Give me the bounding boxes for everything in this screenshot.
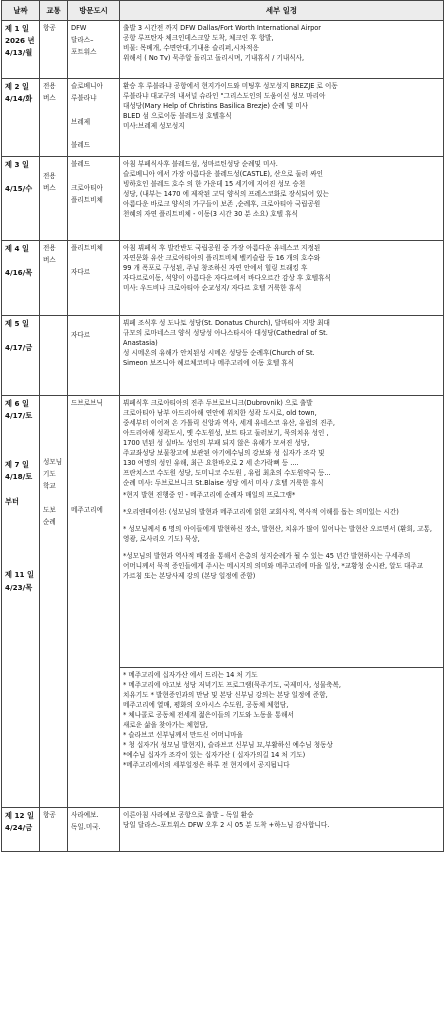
date-text: [5, 533, 36, 545]
details-cell: [120, 808, 444, 852]
program-note: *현지 발현 진행중 인 - 메주고리에 순례자 매일의 프로그램*: [123, 491, 296, 500]
header-city: 방문도시: [68, 1, 120, 21]
details-line: *예수님 십자가 조각이 있는 십자가산 ( 십자가의길 14 처 기도): [123, 751, 306, 760]
date-text: 제 11 일: [5, 570, 34, 580]
details-line: 130 여명의 성인 유해, 최근 요한바오로 2 세 손가락뼈 등 ....: [123, 459, 299, 468]
header-details: 세부 일정: [120, 1, 444, 21]
date-text: 제 1 일: [5, 24, 29, 33]
transport-text: [43, 410, 64, 422]
details-line: * 메주고리에 십자가산 에서 드리는 14 처 기도: [123, 671, 258, 679]
city-text: 브레제: [71, 117, 91, 126]
details-line: 뷔페 조식후 성 도나토 성당(St. Donatus Church), 달마티아 지방 최대: [123, 319, 330, 327]
details-cell: [120, 396, 444, 668]
transport-text: [43, 398, 64, 410]
program-note: * 성모님께서 6 명의 아이들에게 발현하신 장소, 발현산, 치유가 많이 일어나는 발현산 오르면서 (환희, 고통, 영광, 로사리오 기도) 묵상,: [123, 525, 432, 544]
details-line: 루블라냐 대교구의 내셔널 슈라인 "그리스도인의 도움이신 성모 마리아: [123, 92, 326, 101]
city-cell: [68, 21, 120, 79]
city-text: 포트워스: [71, 47, 97, 56]
date-text: [5, 557, 36, 569]
date-text: 4/14/화: [5, 94, 33, 104]
date-text: 4/13/월: [5, 48, 33, 58]
city-text: [71, 457, 116, 469]
city-cell: [68, 241, 120, 316]
date-text: 2026 년: [5, 36, 35, 46]
details-line: * 슬라브코 신부님께서 만드신 어머니마을: [123, 731, 243, 740]
city-text: [71, 469, 116, 481]
city-text: [71, 255, 116, 267]
city-text: [71, 318, 116, 330]
city-text: [71, 128, 116, 140]
date-text: 제 3 일: [5, 160, 29, 169]
details-line: 아침 부페식사후 블레드섬, 성마르틴성당 순례및 미사.: [123, 160, 278, 168]
city-text: [71, 481, 116, 493]
details-line: 크로아티아 남부 아드리아해 연안에 위치한 성곽 도시로, old town,: [123, 409, 317, 418]
city-cell: [68, 396, 120, 808]
details-line: 미사: 우드비나 크로아티아 순교성지/ 자다르 호텔 거룩한 휴식: [123, 284, 302, 293]
city-text: [71, 434, 116, 446]
table-row: [2, 316, 444, 396]
city-text: 블레드: [71, 141, 91, 150]
date-text: [5, 520, 36, 532]
itinerary-table: [1, 0, 444, 852]
city-text: 드브로브닉: [71, 399, 103, 407]
details-cell: [120, 668, 444, 808]
date-text: 4/15/수: [5, 184, 33, 194]
details-line: 규모의 로마네스크 양식 성당성 아나스타시아 대성당(Cathedral of St.: [123, 329, 328, 338]
date-text: [5, 330, 36, 342]
table-row: [2, 157, 444, 241]
city-text: [71, 410, 116, 422]
details-line: 치유기도 * 발현증인과의 만남 및 본당 신부님 강의는 본당 일정에 준함,: [123, 691, 328, 700]
date-text: 제 7 일: [5, 460, 29, 470]
transport-text: 순례: [43, 517, 56, 526]
date-text: 제 5 일: [5, 319, 29, 328]
transport-text: 버스: [43, 255, 56, 264]
details-cell: [120, 157, 444, 241]
date-text: [5, 447, 36, 459]
date-text: 제 12 일: [5, 811, 34, 820]
details-line: * 청 십자가( 성모님 발현지), 슬라브코 신부님 묘,부활하신 예수님 청동상: [123, 741, 333, 750]
date-cell: [2, 241, 40, 316]
date-text: 4/18/토: [5, 472, 33, 482]
city-text: [71, 105, 116, 117]
city-cell: [68, 316, 120, 396]
city-text: DFW: [71, 24, 87, 32]
city-text: 플리트비체: [71, 195, 103, 204]
date-text: 4/17/토: [5, 411, 33, 421]
transport-cell: [40, 396, 68, 808]
city-text: 자다르: [71, 330, 91, 339]
transport-text: 도보: [43, 505, 56, 514]
date-text: [5, 171, 36, 183]
city-cell: [68, 79, 120, 157]
date-cell: [2, 157, 40, 241]
date-text: 제 4 일: [5, 244, 29, 253]
transport-text: 항공: [43, 24, 56, 32]
details-line: * 체나콜로 공동체 전세계 젊은이들의 기도와 노동을 통해서: [123, 711, 294, 720]
date-cell: [2, 79, 40, 157]
transport-text: 전용: [43, 244, 56, 252]
details-line: 대성당(Mary Help of Christins Basilica Brezje) 순례 및 미사: [123, 102, 309, 111]
date-cell: [2, 316, 40, 396]
table-row: [2, 21, 444, 79]
city-text: 자다르: [71, 267, 91, 276]
city-text: 크로아티아: [71, 183, 103, 192]
details-line: 성 시메온의 유해가 안치된성 시메온 성당등 순례후(Church of St.: [123, 349, 315, 358]
transport-text: 항공: [43, 811, 56, 819]
transport-text: 전용: [43, 82, 56, 90]
details-line: 중세부터 이어져 온 가톨릭 신앙과 역사, 세계 유네스코 유산, 유럽의 진주,: [123, 419, 335, 428]
date-text: 4/17/금: [5, 343, 33, 353]
details-line: 출발 3 시간전 까지 DFW Dallas/Fort Worth International Airpor: [123, 24, 322, 32]
details-cell: [120, 241, 444, 316]
details-line: 아름다운 바로크 양식의 가구들이 보존 ,순례후, 크로아티아 국립공원: [123, 200, 321, 209]
table-row: [2, 79, 444, 157]
date-text: 4/16/목: [5, 268, 33, 278]
header-transport: 교통: [40, 1, 68, 21]
details-cell: [120, 79, 444, 157]
city-cell: [68, 808, 120, 852]
city-text: [71, 445, 116, 457]
details-line: 공항 루프탄자 체크인데스크앞 도착, 체크인 후 항발,: [123, 34, 274, 43]
header-row: [2, 1, 444, 21]
transport-cell: [40, 808, 68, 852]
transport-cell: [40, 79, 68, 157]
date-cell: [2, 396, 40, 808]
date-text: [5, 545, 36, 557]
details-line: 프란치스코 수도원 성당, 도미니코 수도원 , 유럽 최초의 수도원약국 등...: [123, 469, 331, 478]
transport-text: [43, 493, 64, 505]
city-text: 블레드: [71, 160, 91, 168]
date-text: [5, 255, 36, 267]
details-line: * 메주고리에 야고보 성당 저녁기도 프로그램(묵주기도, 국제미사, 성물축복,: [123, 681, 341, 690]
city-text: [71, 493, 116, 505]
table-row: [2, 396, 444, 668]
details-line: 자연문화 유산 크로아티아의 플리트비체 벨키슬랍 등 16 개의 호수와: [123, 254, 321, 263]
date-text: 부터: [5, 496, 19, 506]
details-line: 미사:브레제 성모성지: [123, 122, 185, 131]
details-line: 비물: 목베개, 수면안대,기내용 슬리퍼,시차적응: [123, 44, 259, 53]
details-cell: [120, 21, 444, 79]
city-text: 메주고리에: [71, 505, 103, 514]
transport-text: 전용: [43, 171, 56, 180]
city-text: [71, 171, 116, 183]
transport-text: 학교: [43, 482, 56, 491]
table-row: [2, 808, 444, 852]
city-text: [71, 422, 116, 434]
header-date: 날짜: [2, 1, 40, 21]
transport-cell: [40, 157, 68, 241]
details-line: 뷔페식후 크로아티아의 진주 두브로브니크(Dubrovnik) 으로 출발: [123, 399, 313, 407]
program-note: *성모님의 발현과 역사적 배경을 통해서 은총의 성지순례가 될 수 있는 45 년간 발현하시는 구세주의 어머니께서 묵적 증인들에게 주시는 메시지의 의미와 메주고리에 마을 일상, *교황청 순시관, 알도 대주교 가르침 또는 본당사제 강의 (본당 일정에 준함): [123, 552, 424, 581]
table-row: [2, 241, 444, 316]
date-cell: [2, 21, 40, 79]
date-text: 4/23/목: [5, 582, 33, 592]
details-line: 천혜의 자연 플리트비체 - 이동(3 시간 30 분 소요) 호텔 휴식: [123, 210, 298, 219]
details-line: 위해서 ( No Tv) 묵주알 돌리고 돌리시며, 기내휴식 / 기내식사,: [123, 54, 305, 63]
program-note: *오리엔테이션: (성모님의 발현과 메주고리에 얽힌 교회사적, 역사적 이해를 돕는 의미있는 시간): [123, 508, 399, 517]
city-text: 달라스–: [71, 35, 94, 44]
city-text: 플리트비체: [71, 244, 103, 252]
city-text: 슬로베니아: [71, 82, 103, 90]
details-line: 순례 미사: 두브로브니크 St.Blaise 성당 에서 미사 / 호텔 거룩한 휴식: [123, 479, 324, 488]
details-line: 메주고리에 열매, 평화의 오아시스 수도원, 공동체 체험담,: [123, 701, 289, 710]
details-line: 빙하호인 블레드 호수 의 한 가운데 15 세기에 지어진 성모 승천: [123, 180, 306, 189]
details-line: 아침 뷔페식 후 발칸반도 국립공원 중 가장 아름다운 유네스코 지정된: [123, 244, 321, 252]
details-line: 99 개 폭포로 구성된, 주님 창조하신 자연 안에서 힐링 트래킹 후: [123, 264, 308, 273]
details-line: Anastasia): [123, 339, 158, 348]
details-line: 환승 후 루블라냐 공항에서 현지가이드와 미팅후 성모성지 BREZJE 로 이동: [123, 82, 338, 90]
date-text: 제 2 일: [5, 82, 29, 91]
details-line: 성당, (내부는 1470 에 제작된 고딕 양식의 프레스코화로 장식되어 있는: [123, 190, 329, 199]
transport-cell: [40, 241, 68, 316]
date-text: 제 6 일: [5, 399, 29, 408]
date-text: [5, 422, 36, 434]
transport-text: [43, 159, 64, 171]
details-line: 주교좌성당 보물창고에 보관된 아기예수님의 강보와 성 십자가 조각 및: [123, 449, 325, 458]
transport-text: 성모님: [43, 458, 63, 467]
details-line: Simeon 보즈니아 헤르체코비나 메주고리에 이동 호텔 휴식: [123, 359, 295, 368]
transport-text: [43, 445, 64, 457]
details-line: BLED 섬 으로이동 블레드성 호텔휴식: [123, 112, 232, 121]
date-text: 4/24/금: [5, 823, 33, 833]
details-line: 새로운 삶을 찾아가는 체험담,: [123, 721, 208, 730]
transport-text: [43, 434, 64, 446]
date-cell: [2, 808, 40, 852]
transport-text: 버스: [43, 93, 56, 102]
details-line: 이른아침 사라예보 공항으로 출발 – 독일 환승: [123, 811, 254, 819]
details-line: 자다르로이동, 석양이 아름다운 자다르에서 바다오르간 감상 후 호텔휴식: [123, 274, 331, 283]
city-cell: [68, 157, 120, 241]
details-line: 1700 년된 성 실바노 성인의 부패 되지 않은 유해가 모셔진 성당,: [123, 439, 310, 448]
date-text: [5, 435, 36, 447]
details-line: 슬로베니아 에서 가장 아름다운 블레드성(CASTLE), 산으로 둘러 싸인: [123, 170, 323, 179]
transport-text: 버스: [43, 183, 56, 192]
city-text: 루블라냐: [71, 93, 97, 102]
city-text: 사라예보.: [71, 811, 99, 819]
details-line: *메주고리에서의 세부일정은 하루 전 현지에서 공지됩니다: [123, 761, 290, 770]
city-text: 독일.미국.: [71, 822, 101, 831]
transport-cell: [40, 21, 68, 79]
date-text: [5, 508, 36, 520]
transport-text: 기도: [43, 470, 56, 479]
date-text: [5, 484, 36, 496]
details-line: 아드리아해 성곽도시, 옛 수도원성, 보트 타고 둘러보기, 묵의치유 성인 ,: [123, 429, 329, 438]
transport-text: [43, 422, 64, 434]
transport-cell: [40, 316, 68, 396]
details-cell: [120, 316, 444, 396]
details-line: 당일 달라스–포트워스 DFW 오후 2 시 05 분 도착 +하느님 감사합니다.: [123, 821, 330, 830]
